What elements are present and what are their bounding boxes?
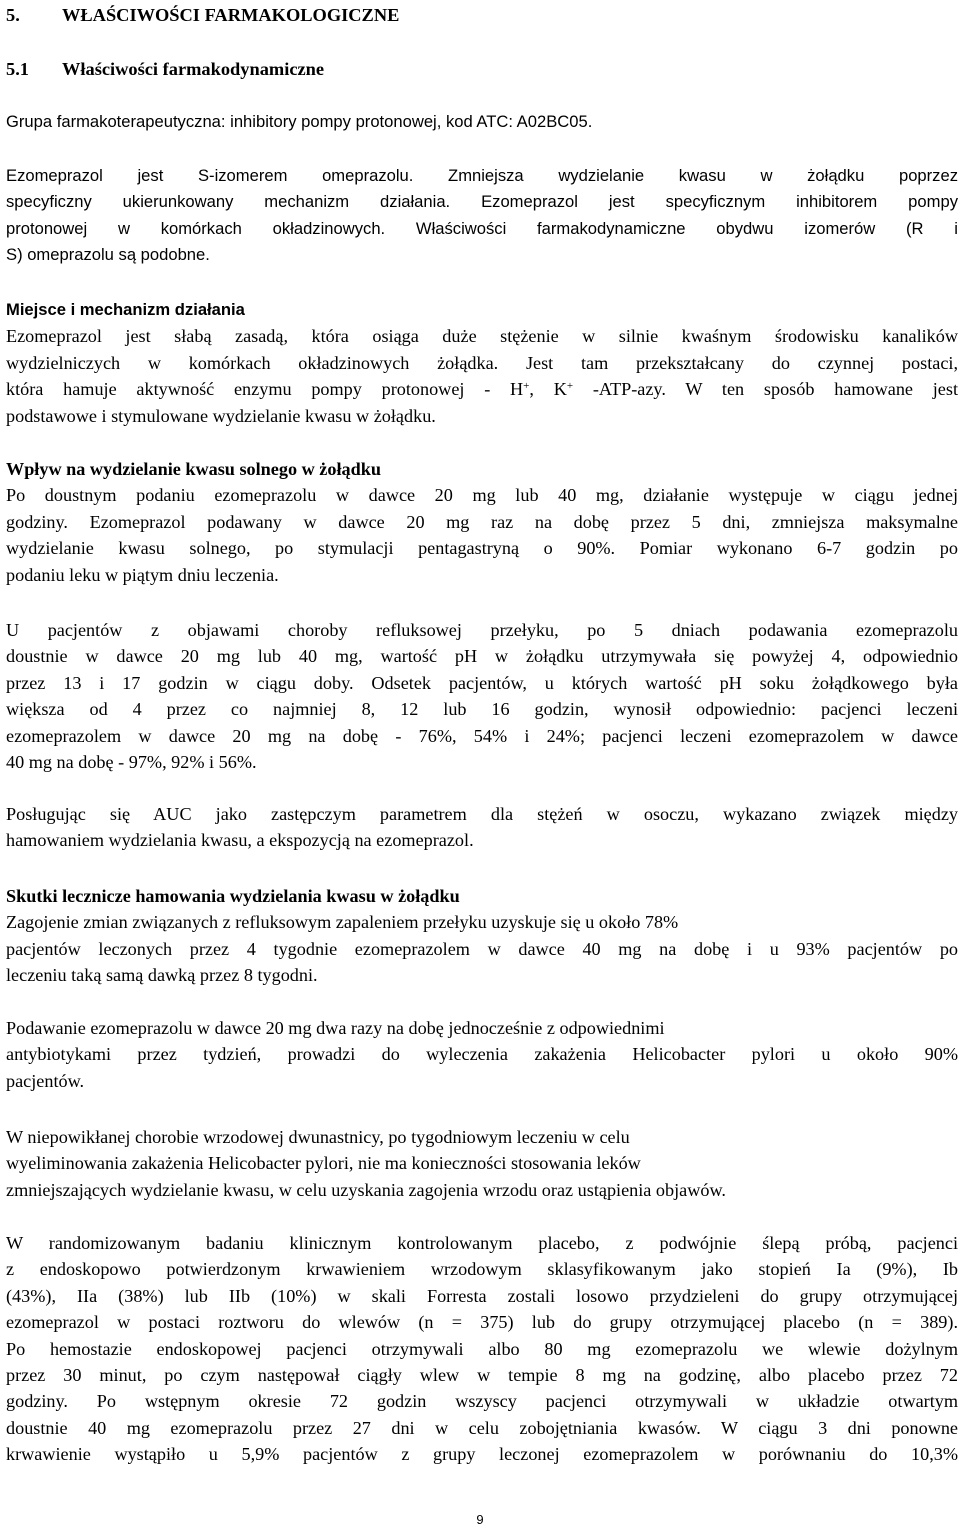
mechanism-line: podstawowe i stymulowane wydzielanie kwasu w żołądku. bbox=[6, 405, 436, 426]
acid-secretion-line: podaniu leku w piątym dniu leczenia. bbox=[6, 564, 279, 585]
pharmacotherapeutic-group bbox=[6, 109, 958, 135]
randomized-study-paragraph bbox=[6, 1230, 958, 1468]
intro-line: specyficzny ukierunkowany mechanizm działania. Ezomeprazol jest specyficznym inhibitorem pompy bbox=[6, 192, 958, 212]
reflux-line: doustnie w dawce 20 mg lub 40 mg, wartość pH w żołądku utrzymywała się powyżej 4, odpowiednio bbox=[6, 646, 958, 667]
reflux-line: przez 13 i 17 godzin w ciągu doby. Odsetek pacjentów, u których wartość pH soku żołądkowego była bbox=[6, 672, 958, 693]
therapeutic-effects-line: Zagojenie zmian związanych z refluksowym zapaleniem przełyku uzyskuje się u około 78% bbox=[6, 912, 679, 933]
section-heading bbox=[6, 2, 399, 28]
auc-line: Posługując się AUC jako zastępczym parametrem dla stężeń w osoczu, wykazano związek między bbox=[6, 804, 958, 824]
mechanism-line: Ezomeprazol jest słabą zasadą, która osiąga duże stężenie w silnie kwaśnym środowisku kanalików bbox=[6, 326, 958, 347]
reflux-line: U pacjentów z objawami choroby refluksowej przełyku, po 5 dniach podawania ezomeprazolu bbox=[6, 620, 958, 640]
acid-secretion-line: Po doustnym podaniu ezomeprazolu w dawce 20 mg lub 40 mg, działanie występuje w ciągu jednej bbox=[6, 485, 958, 506]
mechanism-line bbox=[6, 376, 958, 402]
randomized-line: ezomeprazol w postaci roztworu do wlewów (n = 375) lub do grupy otrzymującej placebo (n = 389). bbox=[6, 1312, 958, 1333]
ulcer-line: W niepowikłanej chorobie wrzodowej dwunastnicy, po tygodniowym leczeniu w celu bbox=[6, 1127, 630, 1147]
intro-paragraph bbox=[6, 163, 958, 269]
subsection-number: 5.1 bbox=[6, 59, 29, 79]
reflux-line: 40 mg na dobę - 97%, 92% i 56%. bbox=[6, 752, 257, 773]
section-title: WŁAŚCIWOŚCI FARMAKOLOGICZNE bbox=[62, 5, 400, 25]
acid-secretion-line: godziny. Ezomeprazol podawany w dawce 20 mg raz na dobę przez 5 dni, zmniejsza maksymalne bbox=[6, 511, 958, 532]
acid-secretion-section bbox=[6, 456, 958, 588]
helicobacter-line: Podawanie ezomeprazolu w dawce 20 mg dwa razy na dobę jednocześnie z odpowiednimi bbox=[6, 1018, 665, 1038]
reflux-patients-paragraph bbox=[6, 617, 958, 775]
therapeutic-effects-line: leczeniu taką samą dawką przez 8 tygodni. bbox=[6, 965, 318, 986]
intro-line: S) omeprazolu są podobne. bbox=[6, 245, 210, 265]
subsection-title: Właściwości farmakodynamiczne bbox=[62, 59, 325, 79]
randomized-line: przez 30 minut, po czym następował ciągły wlew w tempie 8 mg na godzinę, albo placebo przez 72 bbox=[6, 1365, 958, 1386]
intro-line: Ezomeprazol jest S-izomerem omeprazolu. Zmniejsza wydzielanie kwasu w żołądku poprzez bbox=[6, 166, 958, 185]
helicobacter-line: antybiotykami przez tydzień, prowadzi do wyleczenia zakażenia Helicobacter pylori u około 90% bbox=[6, 1044, 958, 1065]
randomized-line: W randomizowanym badaniu klinicznym kontrolowanym placebo, z podwójnie ślepą próbą, pacjenci bbox=[6, 1233, 958, 1253]
therapeutic-effects-line: pacjentów leczonych przez 4 tygodnie ezomeprazolem w dawce 40 mg na dobę i u 93% pacjentów po bbox=[6, 938, 958, 959]
subsection-heading bbox=[6, 56, 324, 82]
randomized-line: (43%), IIa (38%) lub IIb (10%) w skali Forresta zostali losowo przydzieleni do grupy otrzymującej bbox=[6, 1285, 958, 1306]
acid-secretion-heading: Wpływ na wydzielanie kwasu solnego w żołądku bbox=[6, 459, 381, 479]
reflux-line: ezomeprazolem w dawce 20 mg na dobę - 76%, 54% i 24%; pacjenci leczeni ezomeprazolem w dawce bbox=[6, 725, 958, 746]
ulcer-paragraph bbox=[6, 1124, 958, 1203]
pharmacotherapeutic-group-text: Grupa farmakoterapeutyczna: inhibitory pompy protonowej, kod ATC: A02BC05. bbox=[6, 112, 593, 131]
mechanism-line-part: , K bbox=[529, 379, 567, 400]
therapeutic-effects-section bbox=[6, 883, 958, 989]
randomized-line: z endoskopowo potwierdzonym krwawieniem wrzodowym sklasyfikowanym jako stopień Ia (9%), Ib bbox=[6, 1259, 958, 1280]
mechanism-heading: Miejsce i mechanizm działania bbox=[6, 300, 245, 319]
superscript-plus: + bbox=[566, 380, 574, 393]
intro-line: protonowej w komórkach okładzinowych. Właściwości farmakodynamiczne obydwu izomerów (R i bbox=[6, 218, 958, 238]
ulcer-line: wyeliminowania zakażenia Helicobacter pylori, nie ma konieczności stosowania leków bbox=[6, 1153, 641, 1174]
therapeutic-effects-heading: Skutki lecznicze hamowania wydzielania kwasu w żołądku bbox=[6, 886, 460, 906]
ulcer-line: zmniejszających wydzielanie kwasu, w celu uzyskania zagojenia wrzodu oraz ustąpienia objawów. bbox=[6, 1179, 726, 1200]
auc-line: hamowaniem wydzielania kwasu, a ekspozycją na ezomeprazol. bbox=[6, 830, 474, 851]
helicobacter-line: pacjentów. bbox=[6, 1070, 85, 1091]
mechanism-line-part: która hamuje aktywność enzymu pompy protonowej - H bbox=[6, 379, 524, 400]
randomized-line: krwawienie wystąpiło u 5,9% pacjentów z grupy leczonej ezomeprazolem w porównaniu do 10,3% bbox=[6, 1444, 958, 1465]
randomized-line: Po hemostazie endoskopowej pacjenci otrzymywali albo 80 mg ezomeprazolu we wlewie dożylnym bbox=[6, 1338, 958, 1359]
section-number: 5. bbox=[6, 5, 20, 25]
superscript-plus: + bbox=[523, 380, 530, 393]
randomized-line: doustnie 40 mg ezomeprazolu przez 27 dni w celu zobojętniania kwasów. W ciągu 3 dni ponowne bbox=[6, 1417, 958, 1438]
randomized-line: godziny. Po wstępnym okresie 72 godzin wszyscy pacjenci otrzymywali w układzie otwartym bbox=[6, 1391, 958, 1412]
auc-paragraph bbox=[6, 801, 958, 854]
mechanism-line-part: -ATP-azy. W ten sposób hamowane jest bbox=[573, 379, 959, 400]
acid-secretion-line: wydzielanie kwasu solnego, po stymulacji pentagastryną o 90%. Pomiar wykonano 6-7 godzin po bbox=[6, 538, 958, 559]
reflux-line: większa od 4 przez co najmniej 8, 12 lub 16 godzin, wynosił odpowiednio: pacjenci leczeni bbox=[6, 699, 958, 720]
helicobacter-paragraph bbox=[6, 1015, 958, 1094]
mechanism-section bbox=[6, 297, 958, 429]
mechanism-line: wydzielniczych w komórkach okładzinowych żołądka. Jest tam przekształcany do czynnej postaci, bbox=[6, 352, 958, 373]
page-number: 9 bbox=[476, 1512, 484, 1527]
